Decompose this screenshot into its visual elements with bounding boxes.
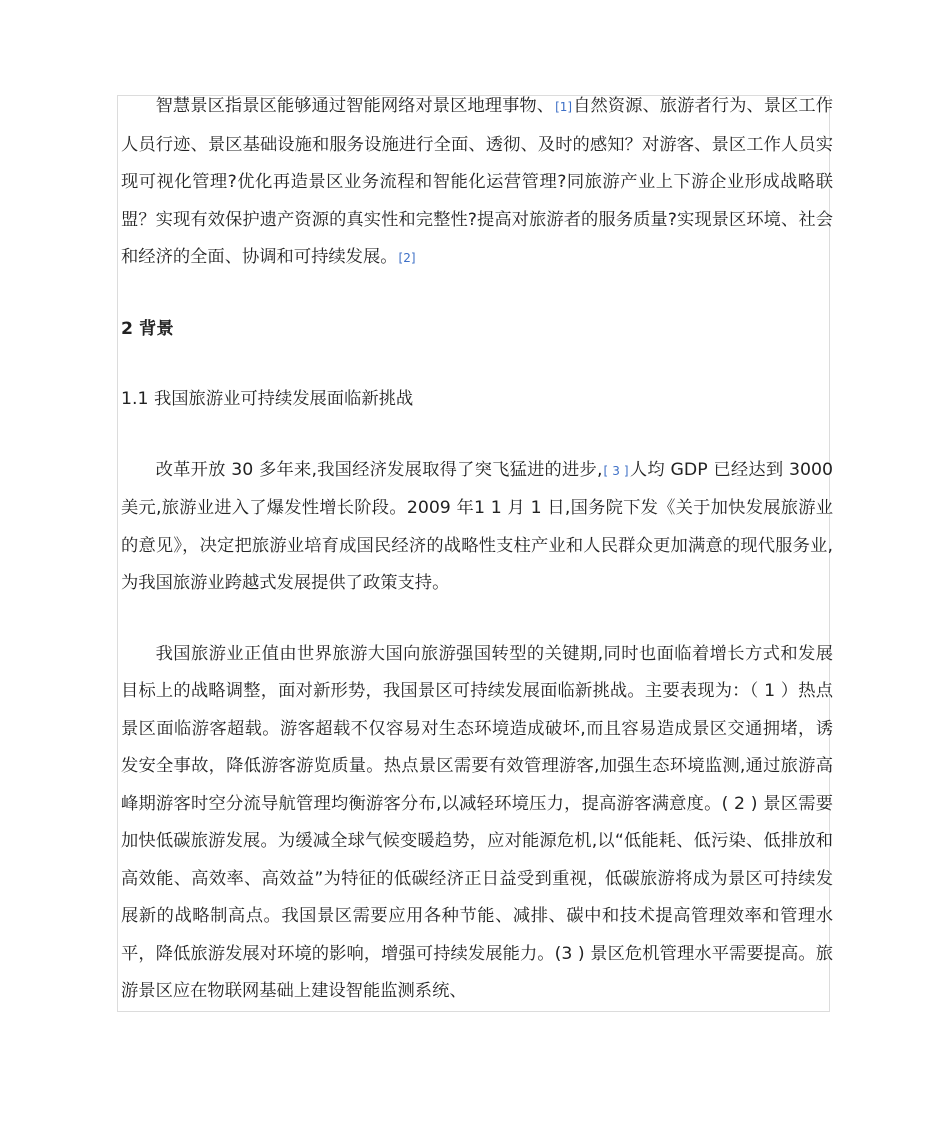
spacer [121, 278, 833, 311]
reform-text-b: 人均 GDP 已经达到 3000 美元,旅游业进入了爆发性增长阶段。2009 年1 1 月 1 日,国务院下发《关于加快发展旅游业的意见》，决定把旅游业培育成国民经济的战略性支柱产业和人民群众更加满意的现代服务业,为我国旅游业跨越式发展提供了政策支持。 [121, 459, 833, 593]
section-heading: 2 背景 [121, 318, 174, 339]
citation-ref-1[interactable]: [1] [555, 100, 573, 114]
citation-ref-2[interactable]: [2] [398, 251, 416, 265]
intro-text-b: 自然资源、旅游者行为、景区工作人员行迹、景区基础设施和服务设施进行全面、透彻、及时的感知？对游客、景区工作人员实现可视化管理?优化再造景区业务流程和智能化运营管理?同旅游产业上下游企业形成战略联盟？实现有效保护遗产资源的真实性和完整性?提高对旅游者的服务质量?实现景区环境、社会和经济的全面、协调和可持续发展。 [121, 96, 833, 267]
spacer [121, 603, 833, 636]
subsection-heading: 1.1 我国旅游业可持续发展面临新挑战 [121, 389, 414, 409]
document-body [121, 88, 833, 1011]
spacer [121, 419, 833, 452]
reform-text-a: 改革开放 30 多年来,我国经济发展取得了突飞猛进的进步, [155, 459, 603, 480]
spacer [121, 348, 833, 381]
intro-text-a: 智慧景区指景区能够通过智能网络对景区地理事物、 [155, 96, 555, 116]
intro-paragraph [121, 88, 833, 278]
reform-paragraph [121, 452, 833, 603]
citation-ref-3[interactable]: [ 3 ] [603, 463, 629, 478]
challenges-paragraph: 我国旅游业正值由世界旅游大国向旅游强国转型的关键期,同时也面临着增长方式和发展目标上的战略调整，面对新形势，我国景区可持续发展面临新挑战。主要表现为：（ 1 ）热点景区面临游客超载。游客超载不仅容易对生态环境造成破坏,而且容易造成景区交通拥堵，诱发安全事故，降低游客游览质量。热点景区需要有效管理游客,加强生态环境监测,通过旅游高峰期游客时空分流导航管理均衡游客分布,以减轻环境压力，提高游客满意度。( 2 ) 景区需要加快低碳旅游发展。为缓减全球气候变暖趋势，应对能源危机,以“低能耗、低污染、低排放和高效能、高效率、高效益”为特征的低碳经济正日益受到重视，低碳旅游将成为景区可持续发展新的战略制高点。我国景区需要应用各种节能、减排、碳中和技术提高管理效率和管理水平，降低旅游发展对环境的影响，增强可持续发展能力。(3 ) 景区危机管理水平需要提高。旅游景区应在物联网基础上建设智能监测系统、 [121, 643, 833, 1001]
